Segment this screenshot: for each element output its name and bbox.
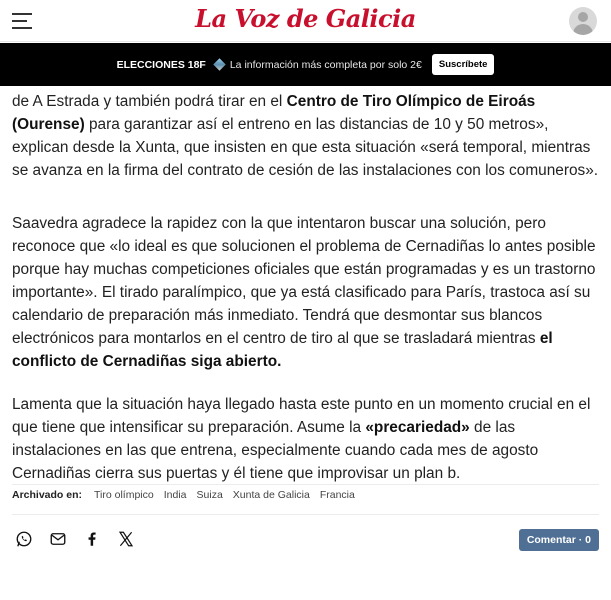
cube-icon [213,58,225,70]
email-icon[interactable] [46,527,70,551]
archive-tag[interactable]: Francia [319,489,355,501]
p1-bold: Centro de Tiro Olímpico de Eiroás (Ourense) [12,93,536,133]
archived-tags [12,489,599,501]
article-paragraph-2 [12,212,600,373]
site-logo[interactable]: La Voz de Galicia [195,4,416,33]
p3-text-c: de las instalaciones en las que entrena, especialmente cuando cada mes de agosto Cernadiñas cierra sus puertas y él tiene que improvisar un plan b. [12,419,539,482]
elections-tag: ELECCIONES 18F [116,58,206,71]
archive-tag[interactable]: India [163,489,187,501]
article-body [12,90,600,505]
divider [12,484,599,485]
p3-text-a: Lamenta que la situación haya llegado hasta este punto en un momento crucial en el que tiene que intensificar su preparación. Asume la [12,396,591,436]
x-twitter-icon[interactable] [114,527,138,551]
divider [12,514,599,515]
archive-tag[interactable]: Suiza [196,489,223,501]
archive-tag[interactable]: Xunta de Galicia [232,489,310,501]
article-paragraph-3 [12,393,600,485]
archive-label: Archivado en: [12,489,83,501]
promo-message: La información más completa por solo 2€ [229,58,422,71]
p2-bold: el conflicto de Cernadiñas siga abierto. [12,330,553,370]
archive-tag[interactable]: Tiro olímpico [94,489,154,501]
p1-text-a: de A Estrada y también podrá tirar en el [12,93,287,110]
article-paragraph-1 [12,90,600,182]
facebook-icon[interactable] [80,527,104,551]
user-avatar-icon[interactable] [569,7,597,35]
subscribe-button[interactable]: Suscríbete [432,54,495,75]
whatsapp-icon[interactable] [12,527,36,551]
p3-bold: «precariedad» [365,419,470,436]
p2-text-a: Saavedra agradece la rapidez con la que intentaron buscar una solución, pero reconoce que «lo ideal es que solucionen el problema de Cernadiñas lo antes posible porque hay muchas competiciones oficiales que están programadas y es un trastorno importante». El tirado paralímpico, que ya está clasificado para París, trastoca así su calendario de preparación más inmediato. Tendrá que desmontar sus blancos electrónicos para montarlos en el centro de tiro al que se trasladará mientras [12,215,596,347]
comment-button[interactable]: Comentar · 0 [519,529,599,551]
subscription-banner [0,43,611,86]
p1-text-c: para garantizar así el entreno en las distancias de 10 y 50 metros», explican desde la Xunta, que insisten en que esta situación «será temporal, mientras se avanza en la firma del contrato de cesión de las instalaciones con los comuneros». [12,116,599,179]
top-header [0,0,611,42]
share-bar [12,527,138,551]
